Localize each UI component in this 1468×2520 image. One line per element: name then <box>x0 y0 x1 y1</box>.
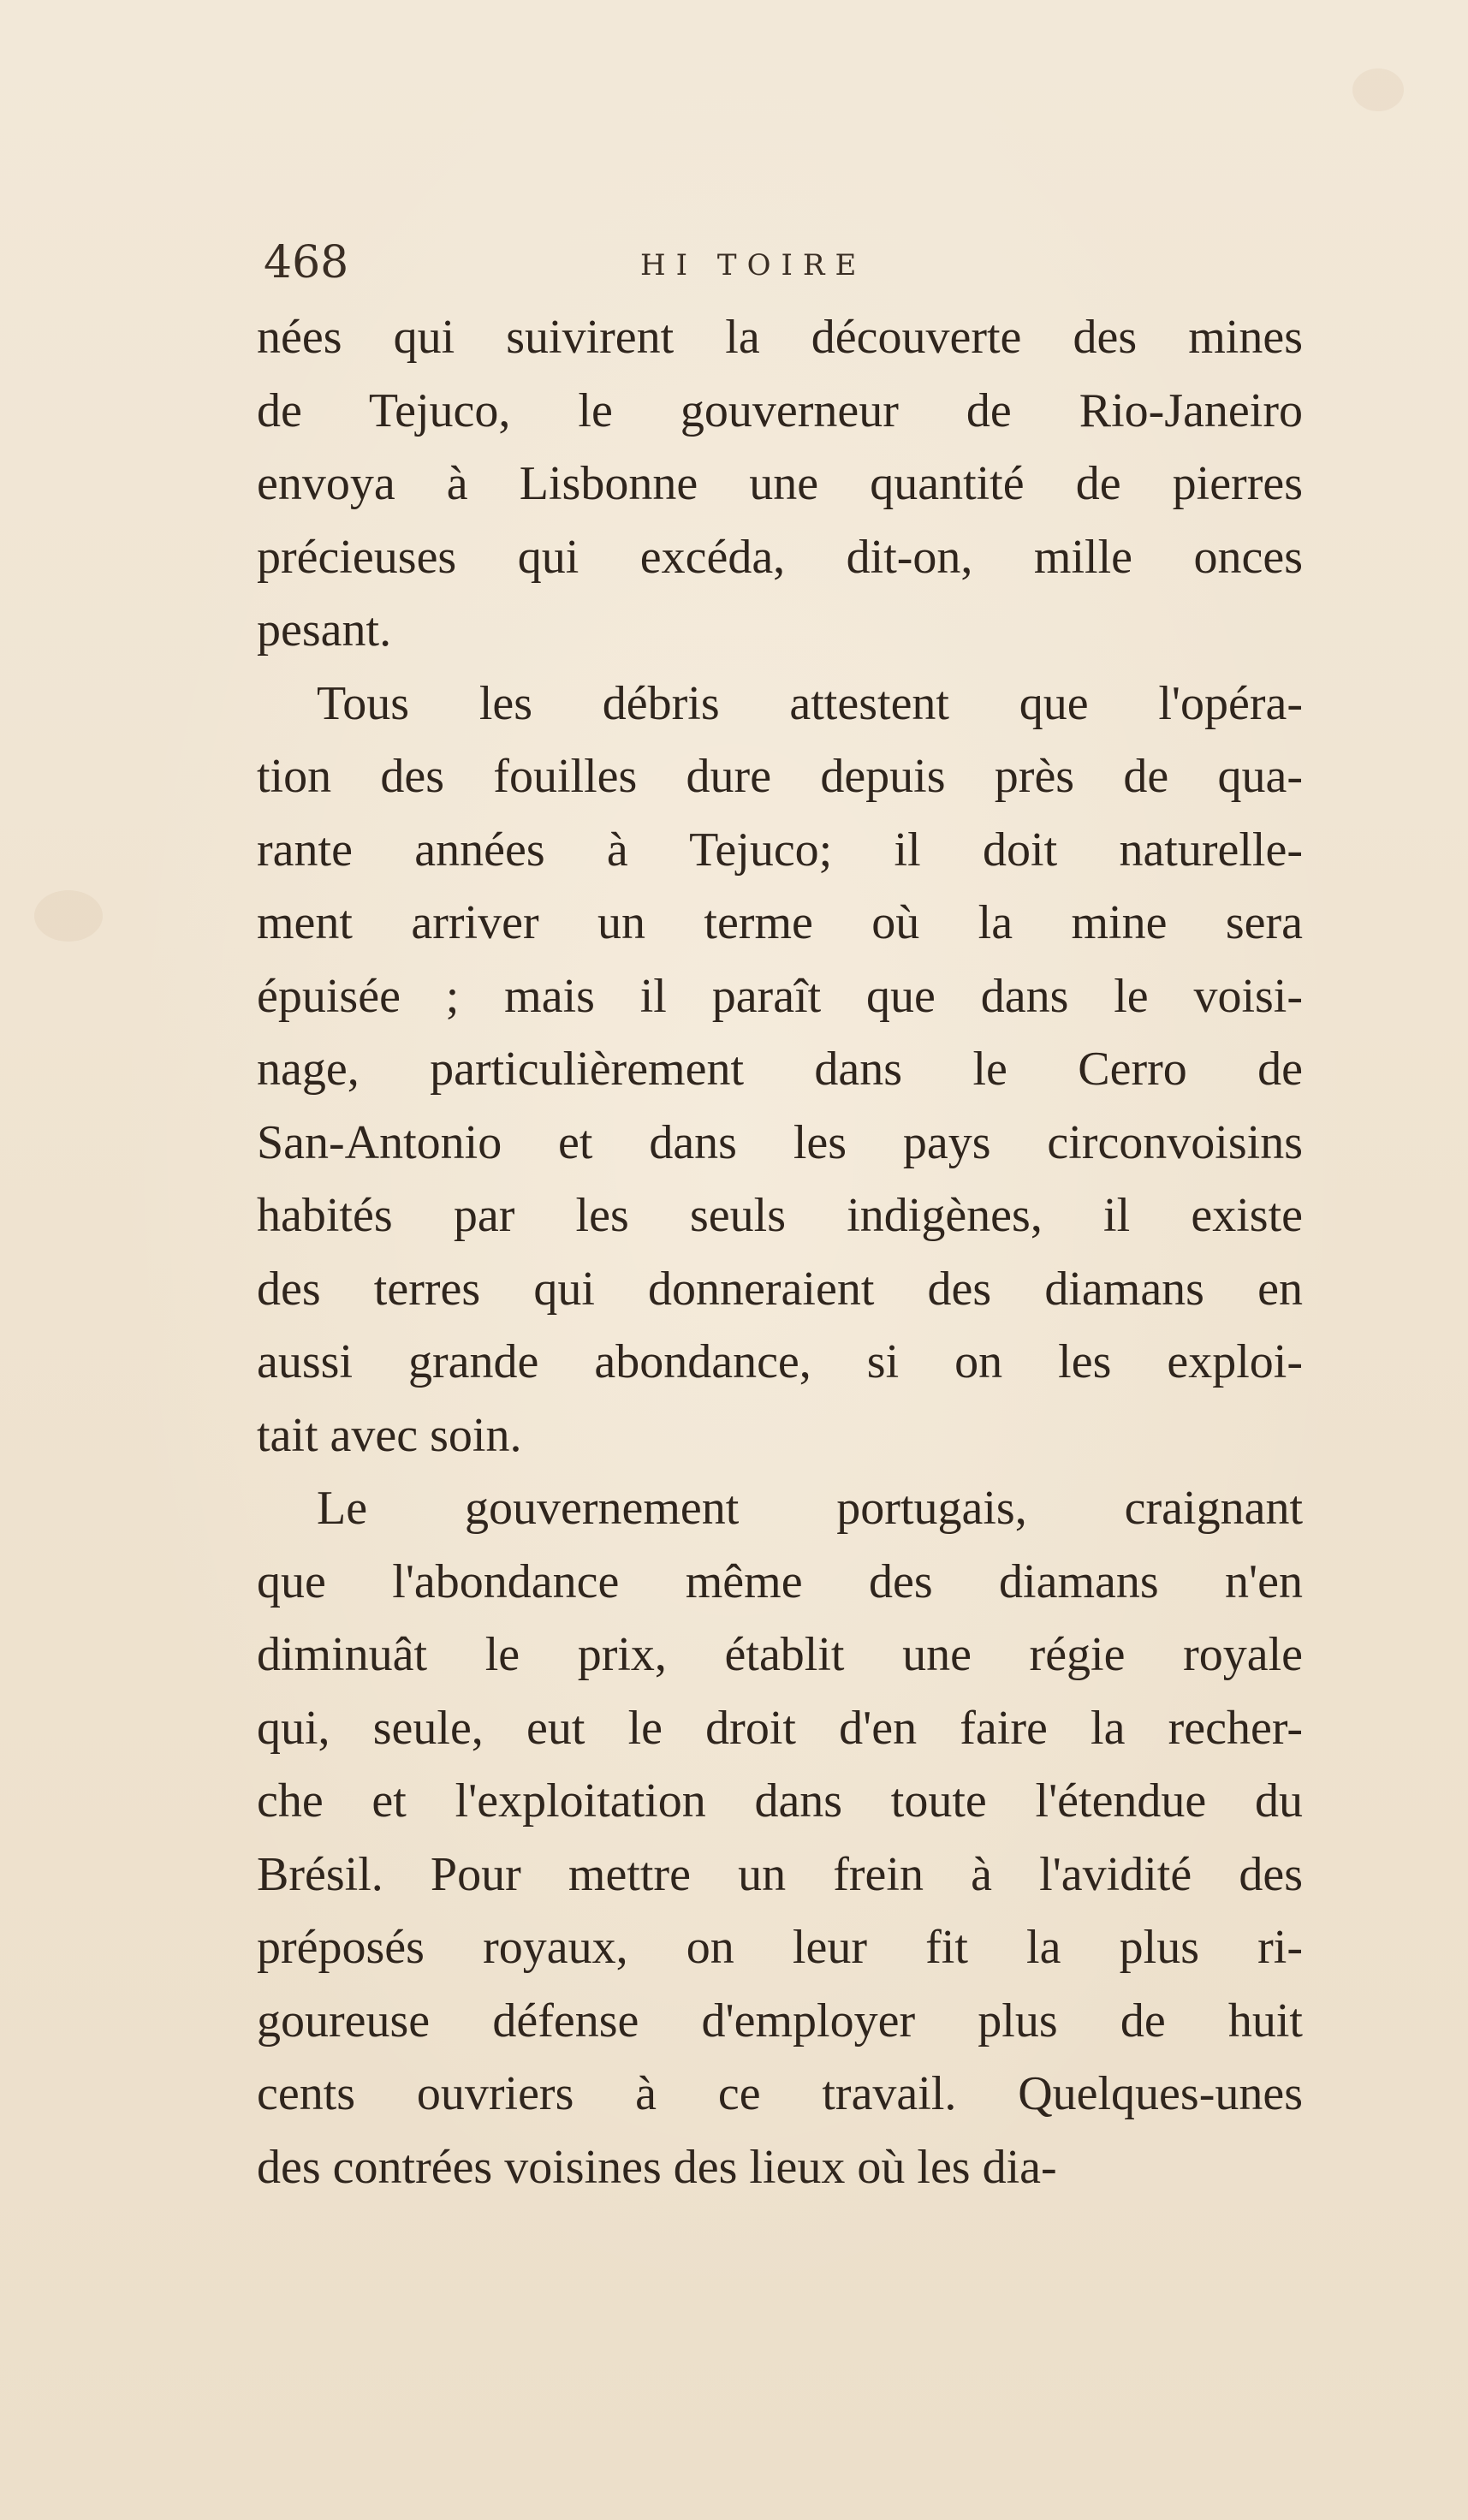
text-line: diminuât le prix, établit une régie royale <box>257 1628 1303 1681</box>
text-line: San-Antonio et dans les pays circonvoisins <box>257 1115 1303 1169</box>
text-line: Brésil. Pour mettre un frein à l'avidité des <box>257 1847 1303 1901</box>
text-line: nage, particulièrement dans le Cerro de <box>257 1043 1303 1096</box>
text-line: che et l'exploitation dans toute l'étendue du <box>257 1774 1303 1828</box>
text-line: ment arriver un terme où la mine sera <box>257 896 1303 949</box>
text-line: goureuse défense d'employer plus de huit <box>257 1994 1303 2048</box>
paper-stain <box>34 890 103 942</box>
text-line: habités par les seuls indigènes, il existe <box>257 1189 1303 1242</box>
text-line: des terres qui donneraient des diamans en <box>257 1262 1303 1316</box>
paragraph <box>257 1472 1303 2204</box>
text-line: tait avec soin. <box>257 1408 522 1462</box>
paragraph <box>257 301 1303 668</box>
text-line: envoya à Lisbonne une quantité de pierres <box>257 457 1303 510</box>
page-number: 468 <box>264 237 349 288</box>
text-line: nées qui suivirent la découverte des mines <box>257 311 1303 364</box>
text-line: aussi grande abondance, si on les exploi- <box>257 1335 1303 1388</box>
paper-stain <box>1352 68 1404 111</box>
text-line: précieuses qui excéda, dit-on, mille onces <box>257 530 1303 584</box>
text-line: de Tejuco, le gouverneur de Rio-Janeiro <box>257 383 1303 437</box>
paragraph <box>257 668 1303 1473</box>
text-line: qui, seule, eut le droit d'en faire la recher- <box>257 1701 1303 1755</box>
text-line: tion des fouilles dure depuis près de qua- <box>257 750 1303 803</box>
text-line: pesant. <box>257 603 392 657</box>
page-header <box>264 233 1308 293</box>
running-title: HI TOIRE <box>640 248 867 282</box>
text-line: des contrées voisines des lieux où les dia- <box>257 2140 1057 2194</box>
text-line: Tous les débris attestent que l'opéra- <box>317 676 1303 730</box>
text-line: rante années à Tejuco; il doit naturelle- <box>257 823 1303 877</box>
body-text <box>257 301 1303 2204</box>
text-line: préposés royaux, on leur fit la plus ri- <box>257 1921 1303 1974</box>
text-line: que l'abondance même des diamans n'en <box>257 1554 1303 1608</box>
text-line: épuisée ; mais il paraît que dans le voisi- <box>257 969 1303 1023</box>
text-line: cents ouvriers à ce travail. Quelques-unes <box>257 2067 1303 2120</box>
text-line: Le gouvernement portugais, craignant <box>317 1482 1303 1535</box>
